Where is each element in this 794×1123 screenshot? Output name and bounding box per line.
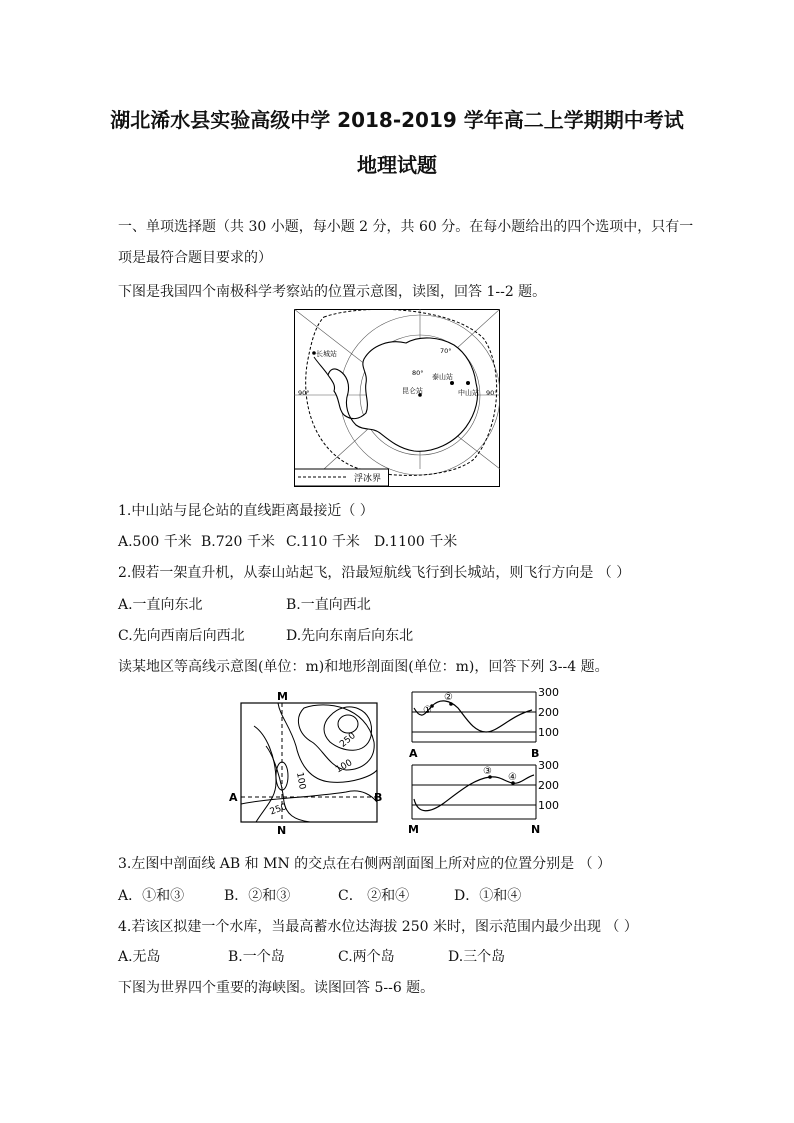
contour-label-100-right: 100 xyxy=(334,758,355,776)
changcheng-label: 长城站 xyxy=(316,350,337,358)
contour-label-250-top: 250 xyxy=(338,730,358,750)
q3-option-b[interactable]: B．②和③ xyxy=(224,888,291,904)
profile-ab-tick-300: 300 xyxy=(538,686,559,699)
q4-option-b[interactable]: B.一个岛 xyxy=(228,949,285,965)
q4-stem: 4.若该区拟建一个水库，当最高蓄水位达海拔 250 米时，图示范围内最少出现 （ ） xyxy=(118,919,638,935)
q3-stem: 3.左图中剖面线 AB 和 MN 的交点在右侧两剖面图上所对应的位置分别是 （ ） xyxy=(118,856,612,872)
q1-option-b[interactable]: B.720 千米 xyxy=(201,534,275,550)
q3-option-d[interactable]: D．①和④ xyxy=(454,888,522,904)
page-title: 湖北浠水县实验高级中学 2018-2019 学年高二上学期期中考试 xyxy=(110,108,684,132)
contour-label-250-bottom: 250 xyxy=(268,802,289,818)
profile-mn-tick-200: 200 xyxy=(538,779,559,792)
q3-option-c[interactable]: C． ②和④ xyxy=(338,888,410,904)
material-1: 下图是我国四个南极科学考察站的位置示意图，读图，回答 1--2 题。 xyxy=(118,284,547,300)
point-4: ④ xyxy=(508,772,517,783)
profile-ab-end-b: B xyxy=(531,747,540,760)
label-m: M xyxy=(277,690,288,703)
label-a: A xyxy=(229,791,238,804)
section-intro-line2: 项是最符合题目要求的） xyxy=(118,250,272,266)
lon-right-label: 90° xyxy=(486,389,498,397)
material-3: 下图为世界四个重要的海峡图。读图回答 5--6 题。 xyxy=(118,980,435,996)
profile-ab xyxy=(404,686,572,760)
q4-option-d[interactable]: D.三个岛 xyxy=(448,949,506,965)
point-3: ③ xyxy=(483,766,492,777)
q3-option-a[interactable]: A．①和③ xyxy=(118,888,185,904)
point-2: ② xyxy=(444,692,453,703)
q1-option-c[interactable]: C.110 千米 xyxy=(286,534,360,550)
q4-option-a[interactable]: A.无岛 xyxy=(118,949,161,965)
lon-left-label: 90° xyxy=(298,389,310,397)
q1-stem: 1.中山站与昆仑站的直线距离最接近（ ） xyxy=(118,503,374,519)
profile-mn-tick-300: 300 xyxy=(538,759,559,772)
profile-mn-end-n: N xyxy=(531,823,541,835)
profile-ab-end-a: A xyxy=(409,747,418,760)
label-b: B xyxy=(374,791,383,804)
profile-mn xyxy=(404,759,572,835)
lat-70-label: 70° xyxy=(440,347,452,355)
contour-label-100-mid: 100 xyxy=(294,771,307,791)
q4-option-c[interactable]: C.两个岛 xyxy=(338,949,395,965)
label-n: N xyxy=(277,824,287,836)
antarctica-map xyxy=(294,309,500,487)
q2-option-a[interactable]: A.一直向东北 xyxy=(118,597,203,613)
q2-option-b[interactable]: B.一直向西北 xyxy=(286,597,371,613)
section-intro-line1: 一、单项选择题（共 30 小题，每小题 2 分，共 60 分。在每小题给出的四个选项中，只有一 xyxy=(118,219,694,235)
material-2: 读某地区等高线示意图(单位：m)和地形剖面图(单位：m)，回答下列 3--4 题。 xyxy=(118,659,609,675)
taishan-label: 泰山站 xyxy=(432,373,453,381)
contour-map xyxy=(226,686,386,836)
zhongshan-label: 中山站 xyxy=(458,389,479,397)
legend-label: 浮冰界 xyxy=(354,474,382,484)
profile-mn-tick-100: 100 xyxy=(538,799,559,812)
lat-80-label: 80° xyxy=(412,369,424,377)
profile-ab-tick-100: 100 xyxy=(538,726,559,739)
q2-stem: 2.假若一架直升机，从泰山站起飞，沿最短航线飞行到长城站，则飞行方向是 （ ） xyxy=(118,565,631,581)
q2-option-d[interactable]: D.先向东南后向东北 xyxy=(286,628,414,644)
q1-option-d[interactable]: D.1100 千米 xyxy=(374,534,458,550)
kunlun-label: 昆仑站 xyxy=(402,387,423,395)
q2-option-c[interactable]: C.先向西南后向西北 xyxy=(118,628,245,644)
profile-ab-tick-200: 200 xyxy=(538,706,559,719)
page-subtitle: 地理试题 xyxy=(357,153,437,177)
profile-mn-end-m: M xyxy=(408,823,419,835)
point-1: ① xyxy=(423,705,432,716)
q1-option-a[interactable]: A.500 千米 xyxy=(118,534,192,550)
